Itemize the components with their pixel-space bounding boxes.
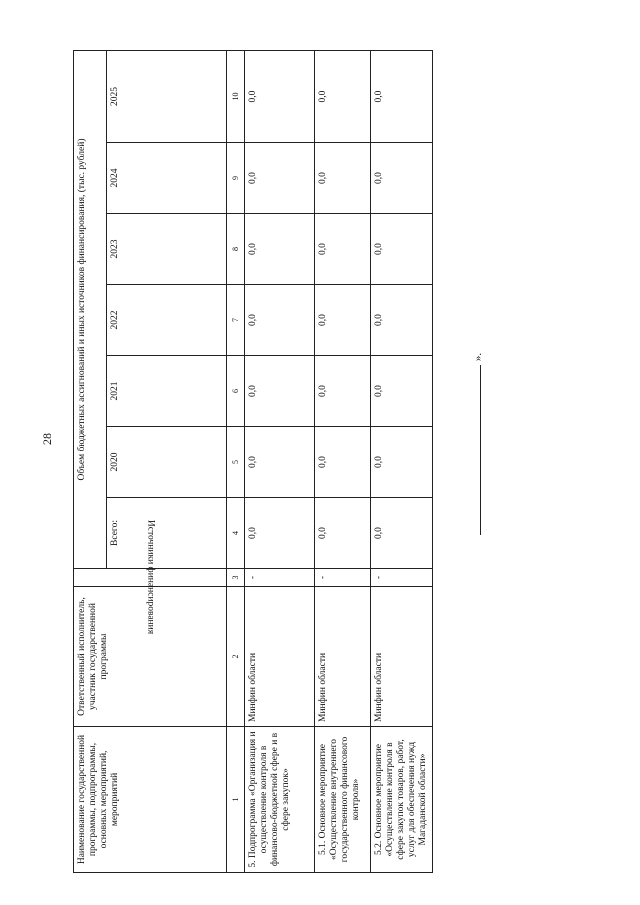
table-row xyxy=(245,51,315,873)
header-name: Наименование государственной программы, подпрограммы, основных мероприятий, мероприятий xyxy=(74,727,227,873)
row-value: 0,0 xyxy=(315,356,371,427)
budget-table xyxy=(73,50,433,873)
closing-line xyxy=(470,352,490,545)
col-num: 2 xyxy=(227,587,245,727)
col-num: 10 xyxy=(227,51,245,143)
table-row xyxy=(315,51,371,873)
closing-quote-mark: ». xyxy=(472,352,485,362)
row-source: - xyxy=(245,569,315,587)
page-number: 28 xyxy=(40,433,54,445)
col-num: 4 xyxy=(227,498,245,569)
row-value: 0,0 xyxy=(245,143,315,214)
header-responsible: Ответственный исполнитель, участник государственной программы xyxy=(74,587,227,727)
header-source-text: Источники финансирования xyxy=(145,520,156,635)
row-name: 5. Подпрограмма «Организация и осуществление контроля в финансово-бюджетной сфере и в сфере закупок» xyxy=(245,727,315,873)
row-value: 0,0 xyxy=(245,356,315,427)
col-num: 7 xyxy=(227,285,245,356)
row-value: 0,0 xyxy=(371,356,433,427)
header-total: Всего: xyxy=(107,498,227,569)
col-num: 1 xyxy=(227,727,245,873)
row-responsible: Минфин области xyxy=(315,587,371,727)
row-value: 0,0 xyxy=(245,498,315,569)
col-num: 9 xyxy=(227,143,245,214)
row-responsible: Минфин области xyxy=(371,587,433,727)
table-row xyxy=(371,51,433,873)
row-value: 0,0 xyxy=(371,214,433,285)
header-volume-group: Объем бюджетных ассигнований и иных источников финансирования, (тыс. рублей) xyxy=(74,51,107,569)
row-value: 0,0 xyxy=(315,143,371,214)
row-name: 5.1. Основное мероприятие «Осуществление внутреннего государственного финансового контроля» xyxy=(315,727,371,873)
header-year-2020: 2020 xyxy=(107,427,227,498)
row-value: 0,0 xyxy=(315,498,371,569)
header-year-2024: 2024 xyxy=(107,143,227,214)
header-row-top xyxy=(74,51,107,873)
row-value: 0,0 xyxy=(371,143,433,214)
col-num: 8 xyxy=(227,214,245,285)
header-year-2025: 2025 xyxy=(107,51,227,143)
row-value: 0,0 xyxy=(315,285,371,356)
col-num: 3 xyxy=(227,569,245,587)
row-value: 0,0 xyxy=(245,285,315,356)
row-value: 0,0 xyxy=(371,51,433,143)
row-value: 0,0 xyxy=(245,51,315,143)
header-year-2021: 2021 xyxy=(107,356,227,427)
row-responsible: Минфин области xyxy=(245,587,315,727)
row-value: 0,0 xyxy=(315,427,371,498)
col-num: 5 xyxy=(227,427,245,498)
closing-rule xyxy=(480,365,481,535)
row-source: - xyxy=(371,569,433,587)
row-value: 0,0 xyxy=(315,214,371,285)
row-value: 0,0 xyxy=(371,427,433,498)
row-value: 0,0 xyxy=(371,498,433,569)
row-value: 0,0 xyxy=(315,51,371,143)
row-value: 0,0 xyxy=(245,214,315,285)
row-name: 5.2. Основное мероприятие «Осуществление контроля в сфере закупок товаров, работ, услуг для обеспечения нужд Магаданской области» xyxy=(371,727,433,873)
row-value: 0,0 xyxy=(371,285,433,356)
col-num: 6 xyxy=(227,356,245,427)
header-year-2023: 2023 xyxy=(107,214,227,285)
row-source: - xyxy=(315,569,371,587)
rotated-table-wrapper xyxy=(73,51,428,873)
header-year-2022: 2022 xyxy=(107,285,227,356)
row-value: 0,0 xyxy=(245,427,315,498)
column-number-row xyxy=(227,51,245,873)
